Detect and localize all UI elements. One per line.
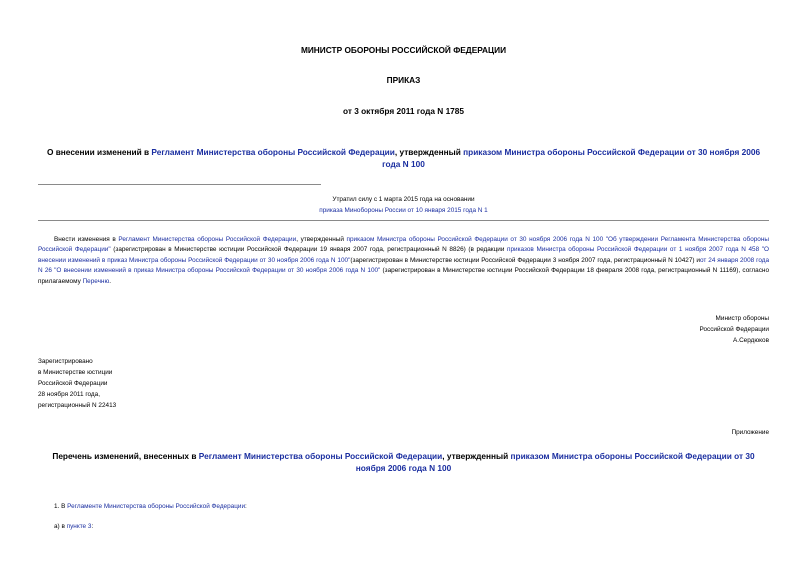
item-2-text: а) в (54, 523, 67, 530)
body-link-regulation[interactable]: Регламент Министерства обороны Российской Федерации (118, 236, 297, 243)
body-text-4: (зарегистрирован в Министерстве юстиции Российской Федерации 3 ноября 2007 года, регистрационный N 10427) и (350, 256, 701, 264)
divider-long (38, 220, 769, 221)
signature-line-1: Министр обороны (715, 315, 769, 322)
appendix-title (38, 450, 769, 474)
signature-line-2: Российской Федерации (699, 326, 769, 333)
appendix-title-text-1: Перечень изменений, внесенных в (52, 451, 199, 461)
body-text-2: , утвержденный (296, 236, 347, 243)
list-item-2 (54, 521, 93, 532)
date-number-heading: от 3 октября 2011 года N 1785 (342, 106, 465, 116)
list-item-1 (54, 501, 247, 512)
title-text-2: , утвержденный (394, 147, 464, 157)
item-2-link[interactable]: пункте 3 (66, 523, 92, 530)
title-link-order[interactable]: приказом Министра обороны Российской Федерации от 30 ноября 2006 года N 100 (382, 147, 761, 169)
registration-line-1: Зарегистрировано (38, 358, 93, 365)
item-1-text: 1. В (54, 503, 68, 510)
ministry-heading: МИНИСТР ОБОРОНЫ РОССИЙСКОЙ ФЕДЕРАЦИИ (300, 45, 507, 55)
registration-line-2: в Министерстве юстиции (38, 369, 113, 376)
body-text-3: (зарегистрирован в Министерстве юстиции Российской Федерации 19 января 2007 года, регистрационный N 8826) (в редакции (110, 246, 508, 254)
registration-line-3: Российской Федерации (38, 380, 108, 387)
appendix-title-text-2: , утвержденный (442, 451, 511, 461)
divider-short (38, 184, 321, 185)
title-link-regulation[interactable]: Регламент Министерства обороны Российской Федерации (151, 147, 395, 157)
registration-line-5: регистрационный N 22413 (38, 402, 117, 409)
body-text-5: (зарегистрирован в Министерстве юстиции Российской Федерации 18 февраля 2008 года, регистрационный N 11169), согласно прилагаемому (38, 267, 769, 285)
item-1-end: : (245, 503, 247, 510)
appendix-link-regulation[interactable]: Регламент Министерства обороны Российской Федерации (198, 451, 443, 461)
item-1-link[interactable]: Регламенте Министерства обороны Российской Федерации (67, 503, 246, 510)
registration-line-4: 28 ноября 2011 года, (38, 391, 100, 398)
body-link-order-26[interactable]: от 24 января 2008 года N 26 "О внесении изменений в приказ Министра обороны Российской Федерации от 30 ноября 2006 года N 100" (38, 256, 770, 275)
body-link-order-458[interactable]: приказов Министра обороны Российской Федерации от 1 ноября 2007 года N 458 "О внесении изменений в приказ Министра обороны Российской Федерации от 30 ноября 2006 года N 100" (38, 246, 769, 264)
order-body-paragraph (38, 235, 769, 287)
registration-block (38, 356, 116, 411)
doc-type-heading: ПРИКАЗ (386, 75, 421, 85)
document-title (40, 146, 767, 170)
body-link-list[interactable]: Перечню (82, 277, 110, 285)
body-text-1: Внести изменения в (54, 236, 119, 243)
title-text-1: О внесении изменений в (46, 147, 152, 157)
signature-block (700, 313, 770, 346)
status-note (38, 194, 769, 216)
signature-line-3: А.Сердюков (733, 337, 769, 344)
body-text-6: . (109, 277, 112, 285)
status-link[interactable]: приказа Минобороны России от 10 января 2015 года N 1 (319, 207, 488, 214)
appendix-link-order[interactable]: приказом Министра обороны Российской Федерации от 30 ноября 2006 года N 100 (355, 451, 755, 473)
body-link-order-100[interactable]: приказом Министра обороны Российской Федерации от 30 ноября 2006 года N 100 "Об утверждении Регламента Министерства обороны Российской Федерации" (38, 236, 769, 254)
item-2-end: : (91, 523, 94, 530)
appendix-label: Приложение (731, 429, 769, 436)
status-line: Утратил силу с 1 марта 2015 года на основании (332, 196, 475, 203)
